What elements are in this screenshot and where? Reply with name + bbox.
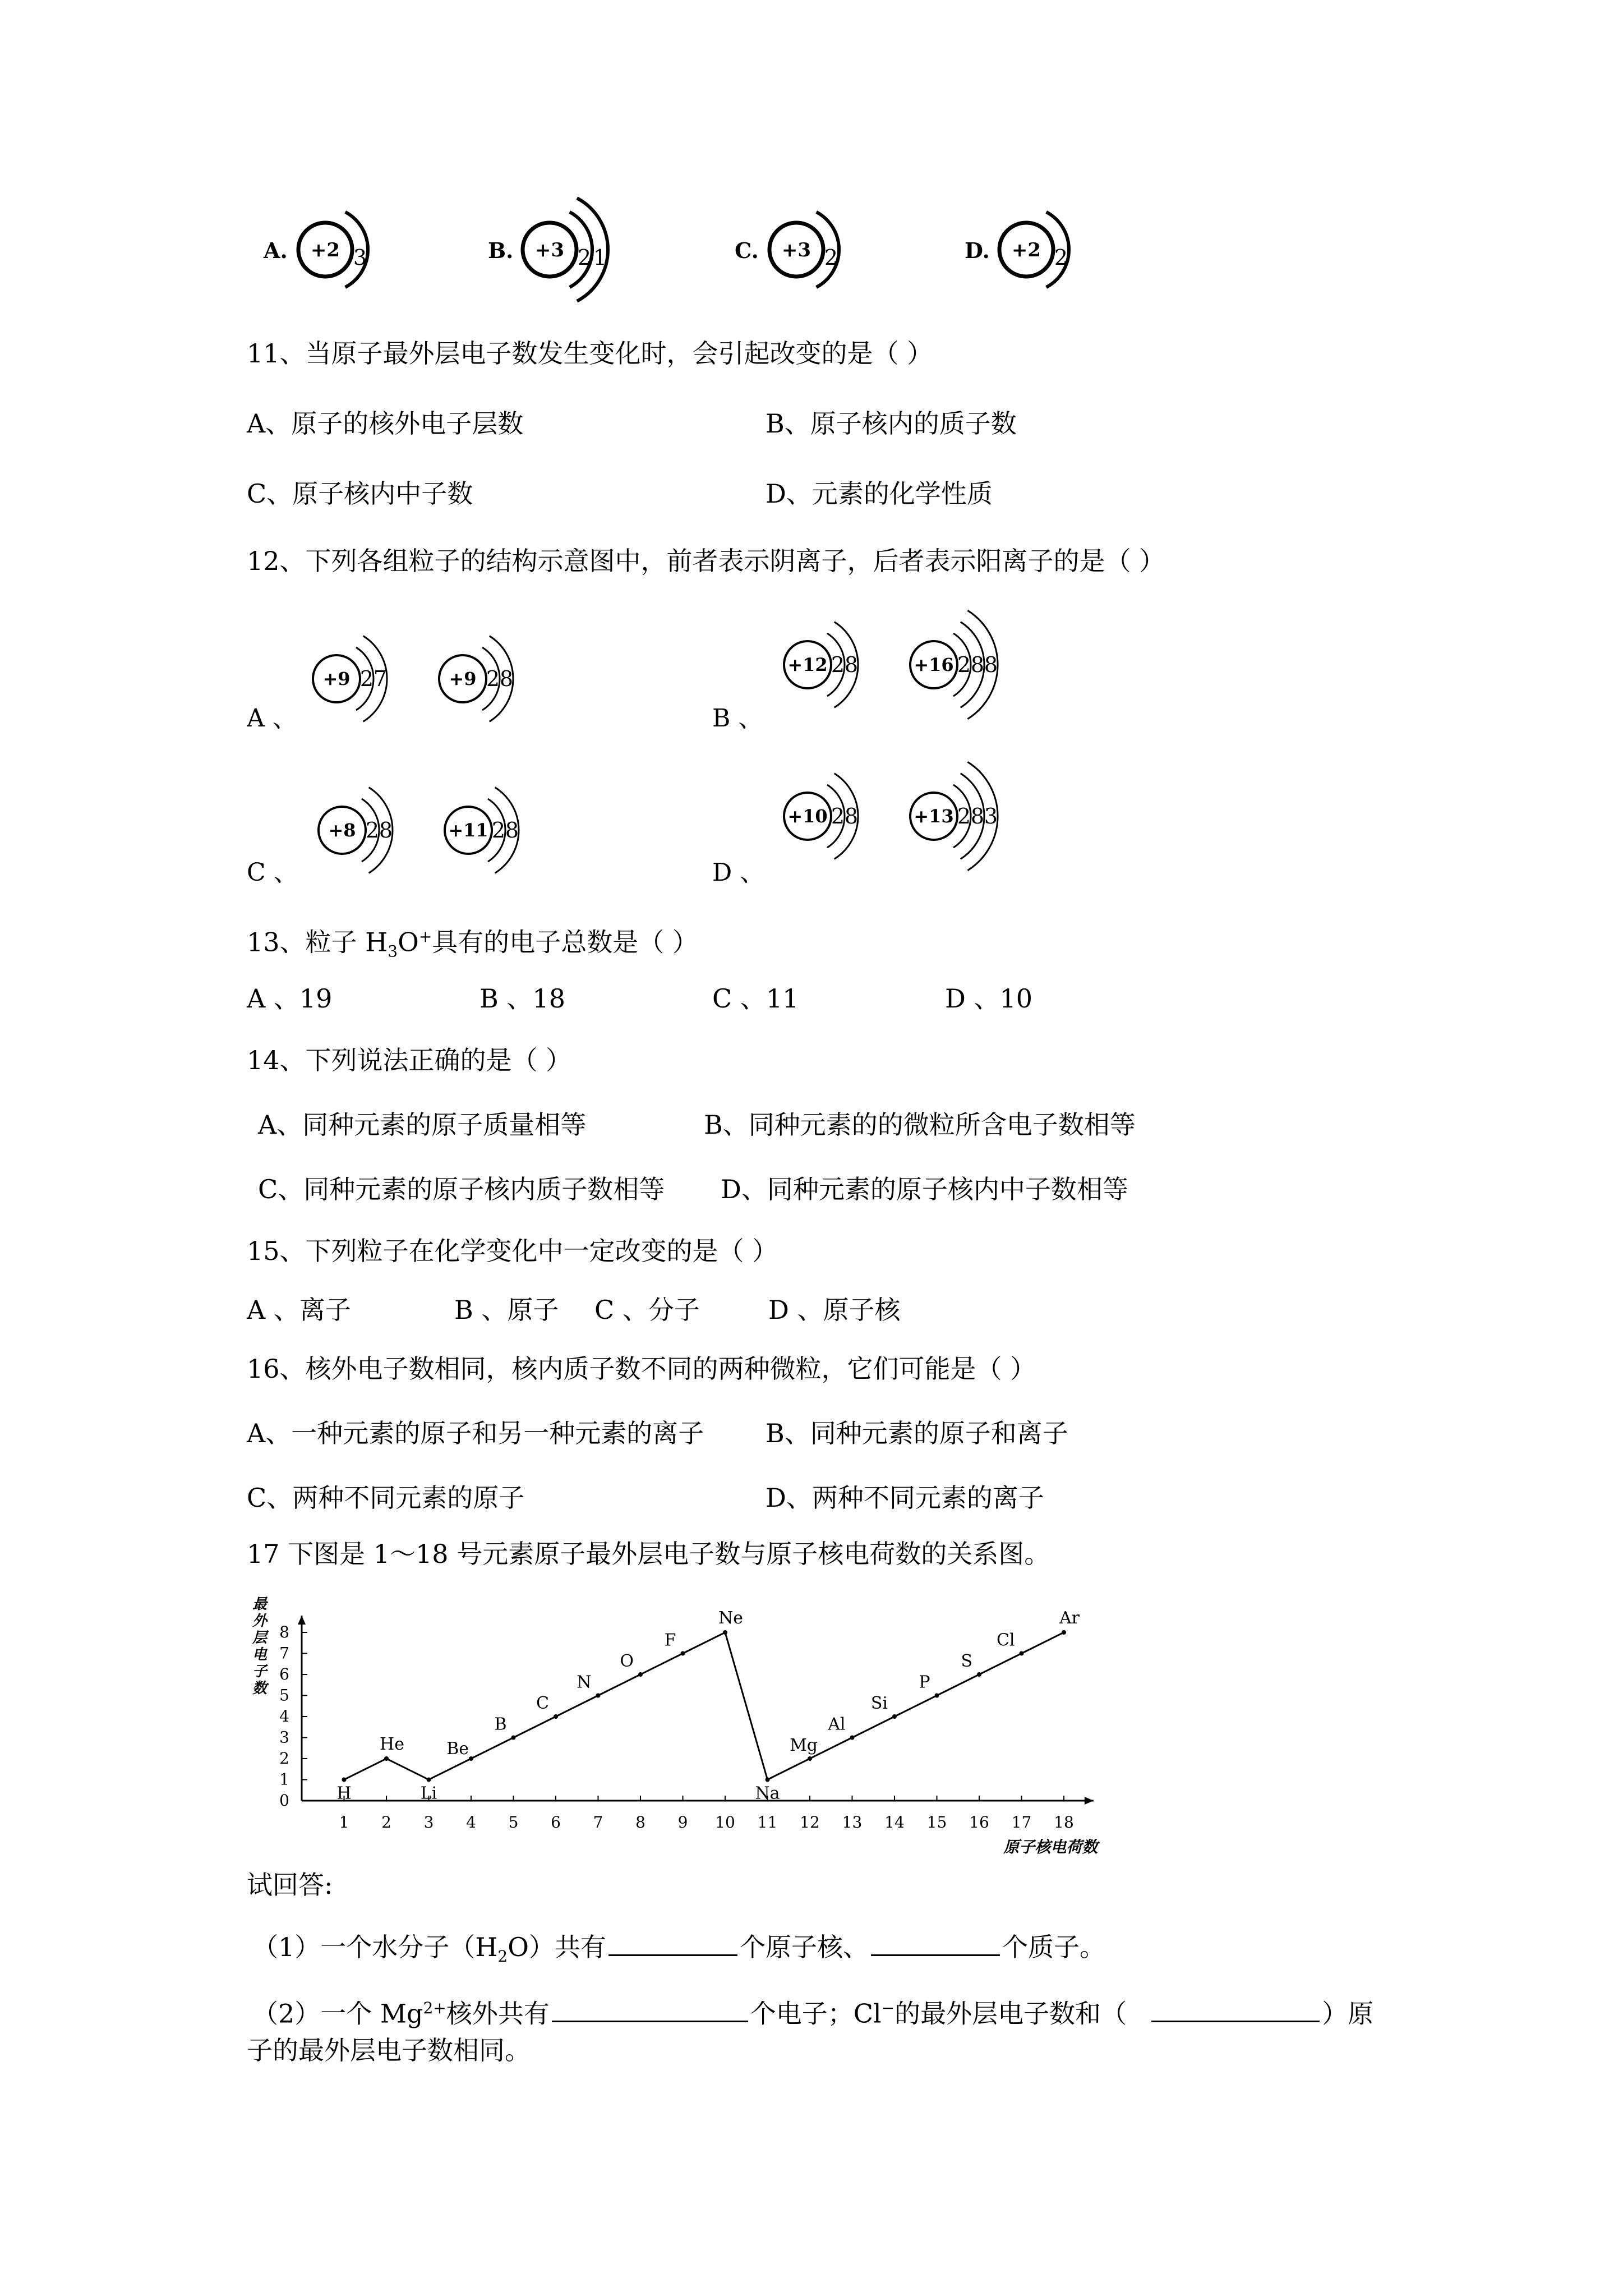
q14-option-d: D、同种元素的原子核内中子数相等 <box>721 1174 1128 1204</box>
y-tick-label: 5 <box>279 1686 289 1705</box>
q14-stem: 14、下列说法正确的是（ ） <box>247 1045 572 1075</box>
q14-option-b: B、同种元素的的微粒所含电子数相等 <box>704 1110 1136 1140</box>
data-point <box>469 1756 473 1761</box>
data-point <box>808 1756 812 1761</box>
q12-diagrams <box>247 606 1088 898</box>
atom-diagram <box>910 762 998 870</box>
atom-diagram <box>319 788 393 873</box>
y-tick-label: 6 <box>279 1665 289 1683</box>
shell-electron-count: 2 <box>957 652 971 678</box>
y-axis-label-char: 最 <box>252 1596 268 1613</box>
q16-option-a: A、一种元素的原子和另一种元素的离子 <box>247 1418 704 1448</box>
atom-diagram <box>445 788 519 873</box>
q11-option-d: D、元素的化学性质 <box>766 478 993 509</box>
nucleus-charge: +3 <box>781 238 811 261</box>
shell-electron-count: 2 <box>831 652 845 678</box>
atom-diagram <box>523 198 608 301</box>
q11-option-b: B、原子核内的质子数 <box>766 408 1017 439</box>
shell-electron-count: 2 <box>1054 245 1068 270</box>
shell-electron-count: 2 <box>491 818 506 843</box>
atom-diagram <box>313 636 387 722</box>
x-tick-label: 3 <box>423 1813 434 1832</box>
q16-stem: 16、核外电子数相同，核内质子数不同的两种微粒，它们可能是（ ） <box>247 1354 1036 1384</box>
y-tick-label: 3 <box>279 1728 289 1747</box>
q10-diagrams <box>247 191 1088 320</box>
q14-option-c: C、同种元素的原子核内质子数相等 <box>258 1174 665 1204</box>
q17-part1: （1）一个水分子$(H_2O)$共有 个原子核、 个质子。 <box>252 1930 1105 1973</box>
y-tick-label: 4 <box>279 1707 289 1726</box>
nucleus-charge: +10 <box>787 806 828 827</box>
x-tick-label: 10 <box>715 1813 735 1832</box>
answer-blank-nuclei[interactable] <box>608 1930 737 1956</box>
point-label: Na <box>755 1783 780 1803</box>
atom-diagram <box>769 212 839 287</box>
atom-diagram <box>999 212 1069 287</box>
data-point <box>892 1714 897 1719</box>
point-label: Al <box>828 1714 846 1734</box>
shell-electron-count: 8 <box>379 818 393 843</box>
shell-electron-count: 2 <box>824 245 838 270</box>
point-label: F <box>664 1630 676 1650</box>
option-label: D 、 <box>712 858 765 887</box>
point-label: Cl <box>996 1630 1015 1650</box>
x-tick-label: 13 <box>842 1813 863 1832</box>
x-tick-label: 9 <box>677 1813 688 1832</box>
q16-option-c: C、两种不同元素的原子 <box>247 1483 525 1513</box>
q17-stem: 17 下图是 1～18 号元素原子最外层电子数与原子核电荷数的关系图。 <box>247 1539 1050 1569</box>
option-label: D. <box>965 238 990 263</box>
shell-electron-count: 8 <box>499 666 514 692</box>
x-tick-label: 14 <box>884 1813 905 1832</box>
point-label: B <box>494 1714 507 1734</box>
point-label: Mg <box>790 1736 818 1755</box>
shell-electron-count: 3 <box>353 245 367 270</box>
x-tick-label: 4 <box>466 1813 476 1832</box>
option-label: B 、 <box>712 704 763 733</box>
q13-stem: 13、粒子 $H_3O^+$具有的电子总数是（ ） <box>247 927 698 961</box>
point-label: N <box>577 1672 592 1692</box>
x-tick-label: 17 <box>1011 1813 1032 1832</box>
y-axis-label-char: 电 <box>252 1646 268 1663</box>
point-label: He <box>380 1734 404 1754</box>
atom-diagram <box>784 774 858 859</box>
q13-option-b: B 、18 <box>479 983 565 1014</box>
q11-stem: 11、当原子最外层电子数发生变化时，会引起改变的是（ ） <box>247 338 933 369</box>
shell-electron-count: 1 <box>593 245 607 270</box>
q15-option-a: A 、离子 <box>247 1295 351 1325</box>
shell-electron-count: 8 <box>970 652 985 678</box>
data-point <box>977 1672 981 1677</box>
q11-option-c: C、原子核内中子数 <box>247 478 473 509</box>
x-tick-label: 11 <box>757 1813 778 1832</box>
y-tick-label: 0 <box>279 1791 289 1810</box>
x-tick-label: 12 <box>800 1813 820 1832</box>
shell-electron-count: 2 <box>957 804 971 829</box>
point-label: Ne <box>718 1608 744 1628</box>
shell-electron-count: 3 <box>984 804 998 829</box>
x-axis-label: 原子核电荷数 <box>1003 1838 1098 1856</box>
point-label: O <box>620 1651 634 1671</box>
atom-diagram <box>298 212 368 287</box>
answer-blank-electrons[interactable] <box>552 1996 748 2022</box>
atom-diagram <box>784 622 858 708</box>
q13-option-c: C 、11 <box>712 983 799 1014</box>
y-tick-label: 8 <box>279 1623 289 1641</box>
x-tick-label: 8 <box>635 1813 645 1832</box>
shell-electron-count: 8 <box>984 652 998 678</box>
data-point <box>342 1778 347 1782</box>
nucleus-charge: +9 <box>449 668 477 690</box>
shell-electron-count: 8 <box>505 818 519 843</box>
q12-stem: 12、下列各组粒子的结构示意图中，前者表示阴离子，后者表示阳离子的是（ ） <box>247 546 1165 576</box>
shell-electron-count: 8 <box>844 804 859 829</box>
q16-option-b: B、同种元素的原子和离子 <box>766 1418 1068 1448</box>
point-label: H <box>336 1783 352 1803</box>
x-tick-label: 5 <box>508 1813 519 1832</box>
point-label: Ar <box>1059 1608 1080 1628</box>
nucleus-charge: +2 <box>1011 238 1041 261</box>
nucleus-charge: +3 <box>534 238 565 261</box>
data-point <box>511 1736 516 1740</box>
data-point <box>850 1736 855 1740</box>
point-label: P <box>919 1672 930 1692</box>
y-tick-label: 7 <box>279 1644 289 1663</box>
data-point <box>638 1672 643 1677</box>
point-label: S <box>961 1651 972 1671</box>
option-label: C 、 <box>247 858 298 887</box>
data-point <box>1020 1651 1024 1656</box>
shell-electron-count: 8 <box>844 652 859 678</box>
point-label: Li <box>420 1783 437 1803</box>
y-axis-arrow <box>298 1616 306 1625</box>
nucleus-charge: +2 <box>310 238 340 261</box>
answer-blank-atom[interactable] <box>1151 1996 1320 2022</box>
data-point <box>766 1778 770 1782</box>
x-tick-label: 18 <box>1054 1813 1074 1832</box>
q15-option-b: B 、原子 <box>454 1295 559 1325</box>
q15-stem: 15、下列粒子在化学变化中一定改变的是（ ） <box>247 1236 778 1266</box>
q17-part2: （2）一个 $Mg^{2+}$核外共有 个电子；Cl−的最外层电子数和（ ）原 <box>252 1991 1373 2030</box>
x-tick-label: 16 <box>969 1813 989 1832</box>
y-axis-label-char: 数 <box>252 1680 268 1697</box>
x-tick-label: 7 <box>593 1813 603 1832</box>
y-tick-label: 1 <box>279 1770 289 1789</box>
nucleus-charge: +11 <box>448 820 488 841</box>
shell-electron-count: 2 <box>577 245 592 270</box>
data-point <box>384 1756 389 1761</box>
nucleus-charge: +8 <box>328 820 356 841</box>
shell-electron-count: 7 <box>373 666 388 692</box>
q16-option-d: D、两种不同元素的离子 <box>766 1483 1044 1513</box>
data-point <box>427 1778 431 1782</box>
data-point <box>596 1694 601 1698</box>
atom-diagram <box>910 610 998 719</box>
q14-option-a: A、同种元素的原子质量相等 <box>258 1110 587 1140</box>
nucleus-charge: +16 <box>914 654 954 676</box>
q17-part2-cont: 子的最外层电子数相同。 <box>247 2035 531 2065</box>
option-label: B. <box>488 238 514 263</box>
point-label: Si <box>870 1694 888 1713</box>
q15-option-d: D 、原子核 <box>768 1295 901 1325</box>
shell-electron-count: 8 <box>970 804 985 829</box>
shell-electron-count: 2 <box>831 804 845 829</box>
y-axis-label-char: 外 <box>252 1613 268 1630</box>
option-label: A. <box>264 238 288 263</box>
nucleus-charge: +13 <box>914 806 954 827</box>
nucleus-charge: +12 <box>787 654 828 676</box>
q13-option-d: D 、10 <box>945 983 1033 1014</box>
q13-option-a: A 、19 <box>247 983 333 1014</box>
point-label: Be <box>446 1739 469 1759</box>
q11-option-a: A、原子的核外电子层数 <box>247 408 524 439</box>
outer-electron-chart <box>241 1593 1116 1857</box>
data-point <box>935 1694 939 1698</box>
nucleus-charge: +9 <box>322 668 351 690</box>
atom-diagram <box>439 636 513 722</box>
data-point <box>681 1651 685 1656</box>
data-point <box>1062 1630 1066 1635</box>
x-axis-arrow <box>1085 1797 1094 1805</box>
option-label: C. <box>735 238 759 263</box>
y-tick-label: 2 <box>279 1749 289 1768</box>
shell-electron-count: 2 <box>359 666 374 692</box>
data-point <box>554 1714 558 1719</box>
x-tick-label: 2 <box>381 1813 391 1832</box>
shell-electron-count: 2 <box>365 818 380 843</box>
x-tick-label: 6 <box>551 1813 561 1832</box>
y-axis-label-char: 子 <box>252 1663 268 1680</box>
y-axis-label-char: 层 <box>252 1630 268 1646</box>
point-label: C <box>536 1694 549 1713</box>
x-tick-label: 1 <box>339 1813 349 1832</box>
option-label: A 、 <box>247 704 297 733</box>
answer-blank-protons[interactable] <box>871 1930 1000 1956</box>
shell-electron-count: 2 <box>486 666 500 692</box>
data-point <box>723 1630 727 1635</box>
q17-answer-intro: 试回答: <box>247 1870 333 1900</box>
q15-option-c: C 、分子 <box>594 1295 700 1325</box>
x-tick-label: 15 <box>926 1813 947 1832</box>
